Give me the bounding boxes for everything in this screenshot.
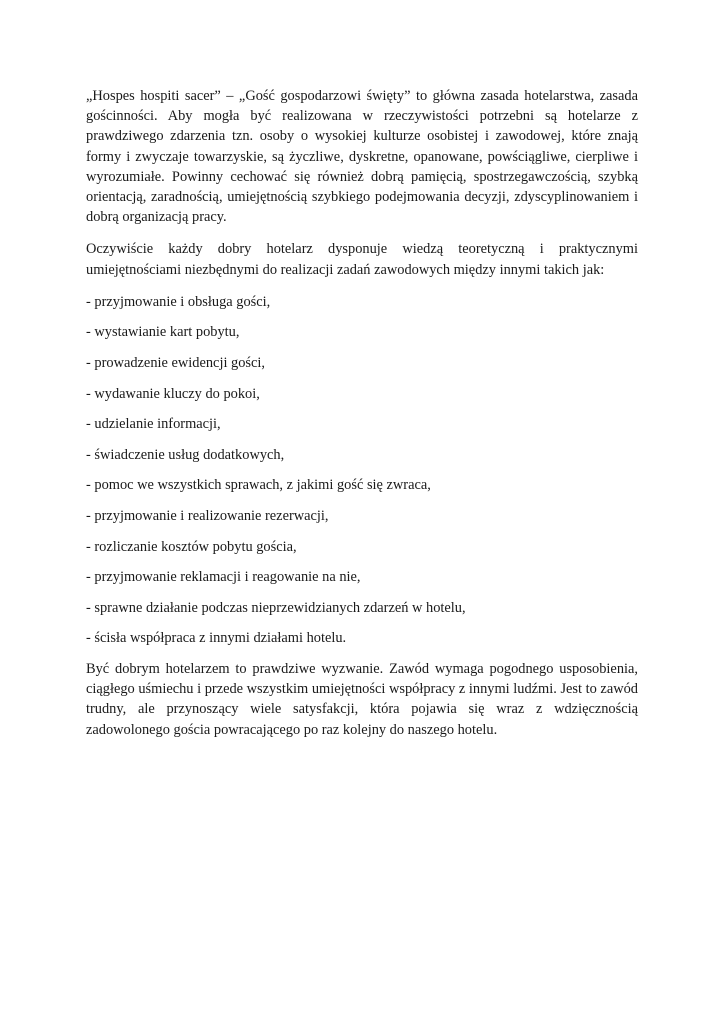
list-item: - rozliczanie kosztów pobytu gościa, [86,538,297,555]
list-item: - przyjmowanie i realizowanie rezerwacji, [86,507,329,524]
intro-paragraph: „Hospes hospiti sacer” – „Gość gospodarzowi święty” to główna zasada hotelarstwa, zasada gościnności. Aby mogła być realizowana w rzeczywistości potrzebni są hotelarze z prawdziwego zdarzenia tzn. osoby o wysokiej kulturze osobistej i zawodowej, które znają formy i zwyczaje towarzyskie, są życzliwe, dyskretne, opanowane, powściągliwe, cierpliwe i wyrozumiałe. Powinny cechować się również dobrą pamięcią, spostrzegawczością, szybką orientacją, zaradnością, umiejętnością szybkiego podejmowania decyzji, zdyscyplinowaniem i dobrą organizacją pracy. [86,88,638,226]
list-item: - przyjmowanie i obsługa gości, [86,293,271,310]
list-item: - sprawne działanie podczas nieprzewidzianych zdarzeń w hotelu, [86,599,466,616]
list-item: - ścisła współpraca z innymi działami hotelu. [86,630,347,647]
skills-intro-paragraph: Oczywiście każdy dobry hotelarz dysponuje wiedzą teoretyczną i praktycznymi umiejętnościami niezbędnymi do realizacji zadań zawodowych między innymi takich jak: [86,241,638,278]
list-item: - pomoc we wszystkich sprawach, z jakimi gość się zwraca, [86,477,431,494]
document-page [86,86,638,752]
list-item: - wystawianie kart pobytu, [86,324,240,341]
list-item: - prowadzenie ewidencji gości, [86,355,266,372]
skills-list [86,292,638,649]
list-item: - udzielanie informacji, [86,416,221,433]
list-item: - świadczenie usług dodatkowych, [86,446,285,463]
list-item: - wydawanie kluczy do pokoi, [86,385,260,402]
list-item: - przyjmowanie reklamacji i reagowanie na nie, [86,569,361,586]
closing-paragraph: Być dobrym hotelarzem to prawdziwe wyzwanie. Zawód wymaga pogodnego usposobienia, ciągłego uśmiechu i przede wszystkim umiejętności współpracy z innymi ludźmi. Jest to zawód trudny, ale przynoszący wiele satysfakcji, która pojawia się wraz z wdzięcznością zadowolonego gościa powracającego po raz kolejny do naszego hotelu. [86,660,638,738]
